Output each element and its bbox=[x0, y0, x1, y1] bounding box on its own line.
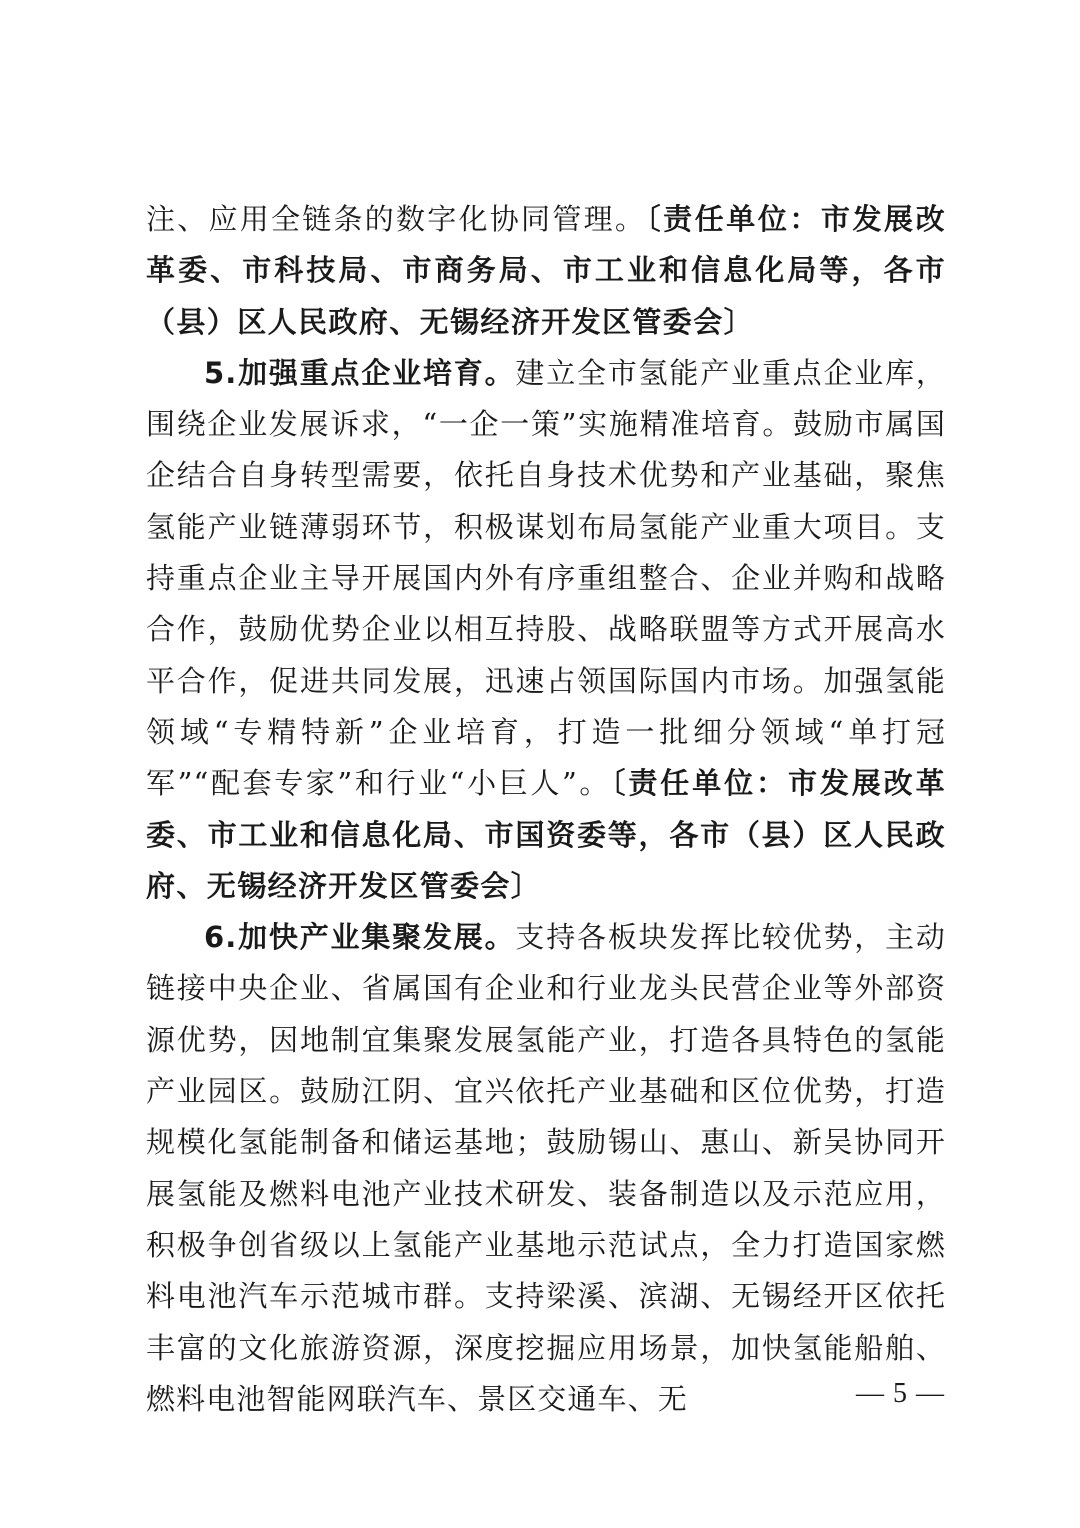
paragraph-body: 注、应用全链条的数字化协同管理。 bbox=[146, 202, 647, 236]
paragraph-continuation bbox=[146, 194, 946, 348]
paragraph-section-6 bbox=[146, 912, 946, 1425]
responsibility-units: 〔责任单位：市发展改革委、市科技局、市商务局、市工业和信息化局等，各市（县）区人民政府、无锡经济开发区管委会〕 bbox=[146, 202, 946, 339]
page-number: — 5 — bbox=[856, 1378, 945, 1409]
responsibility-units: 〔责任单位：市发展改革委、市工业和信息化局、市国资委等，各市（县）区人民政府、无锡经济开发区管委会〕 bbox=[146, 766, 946, 903]
document-page bbox=[146, 194, 946, 1425]
section-heading: 6.加快产业集聚发展。 bbox=[204, 920, 516, 955]
paragraph-section-5 bbox=[146, 348, 946, 912]
section-heading: 5.加强重点企业培育。 bbox=[204, 355, 516, 390]
paragraph-body: 支持各板块发挥比较优势，主动链接中央企业、省属国有企业和行业龙头民营企业等外部资源优势，因地制宜集聚发展氢能产业，打造各具特色的氢能产业园区。鼓励江阴、宜兴依托产业基础和区位优势，打造规模化氢能制备和储运基地；鼓励锡山、惠山、新吴协同开展氢能及燃料电池产业技术研发、装备制造以及示范应用，积极争创省级以上氢能产业基地示范试点，全力打造国家燃料电池汽车示范城市群。支持梁溪、滨湖、无锡经开区依托丰富的文化旅游资源，深度挖掘应用场景，加快氢能船舶、燃料电池智能网联汽车、景区交通车、无 bbox=[146, 920, 947, 1416]
paragraph-body: 建立全市氢能产业重点企业库，围绕企业发展诉求，“一企一策”实施精准培育。鼓励市属国企结合自身转型需要，依托自身技术优势和产业基础，聚焦氢能产业链薄弱环节，积极谋划布局氢能产业重大项目。支持重点企业主导开展国内外有序重组整合、企业并购和战略合作，鼓励优势企业以相互持股、战略联盟等方式开展高水平合作，促进共同发展，迅速占领国际国内市场。加强氢能领域“专精特新”企业培育，打造一批细分领域“单打冠军”“配套专家”和行业“小巨人”。 bbox=[146, 355, 947, 801]
